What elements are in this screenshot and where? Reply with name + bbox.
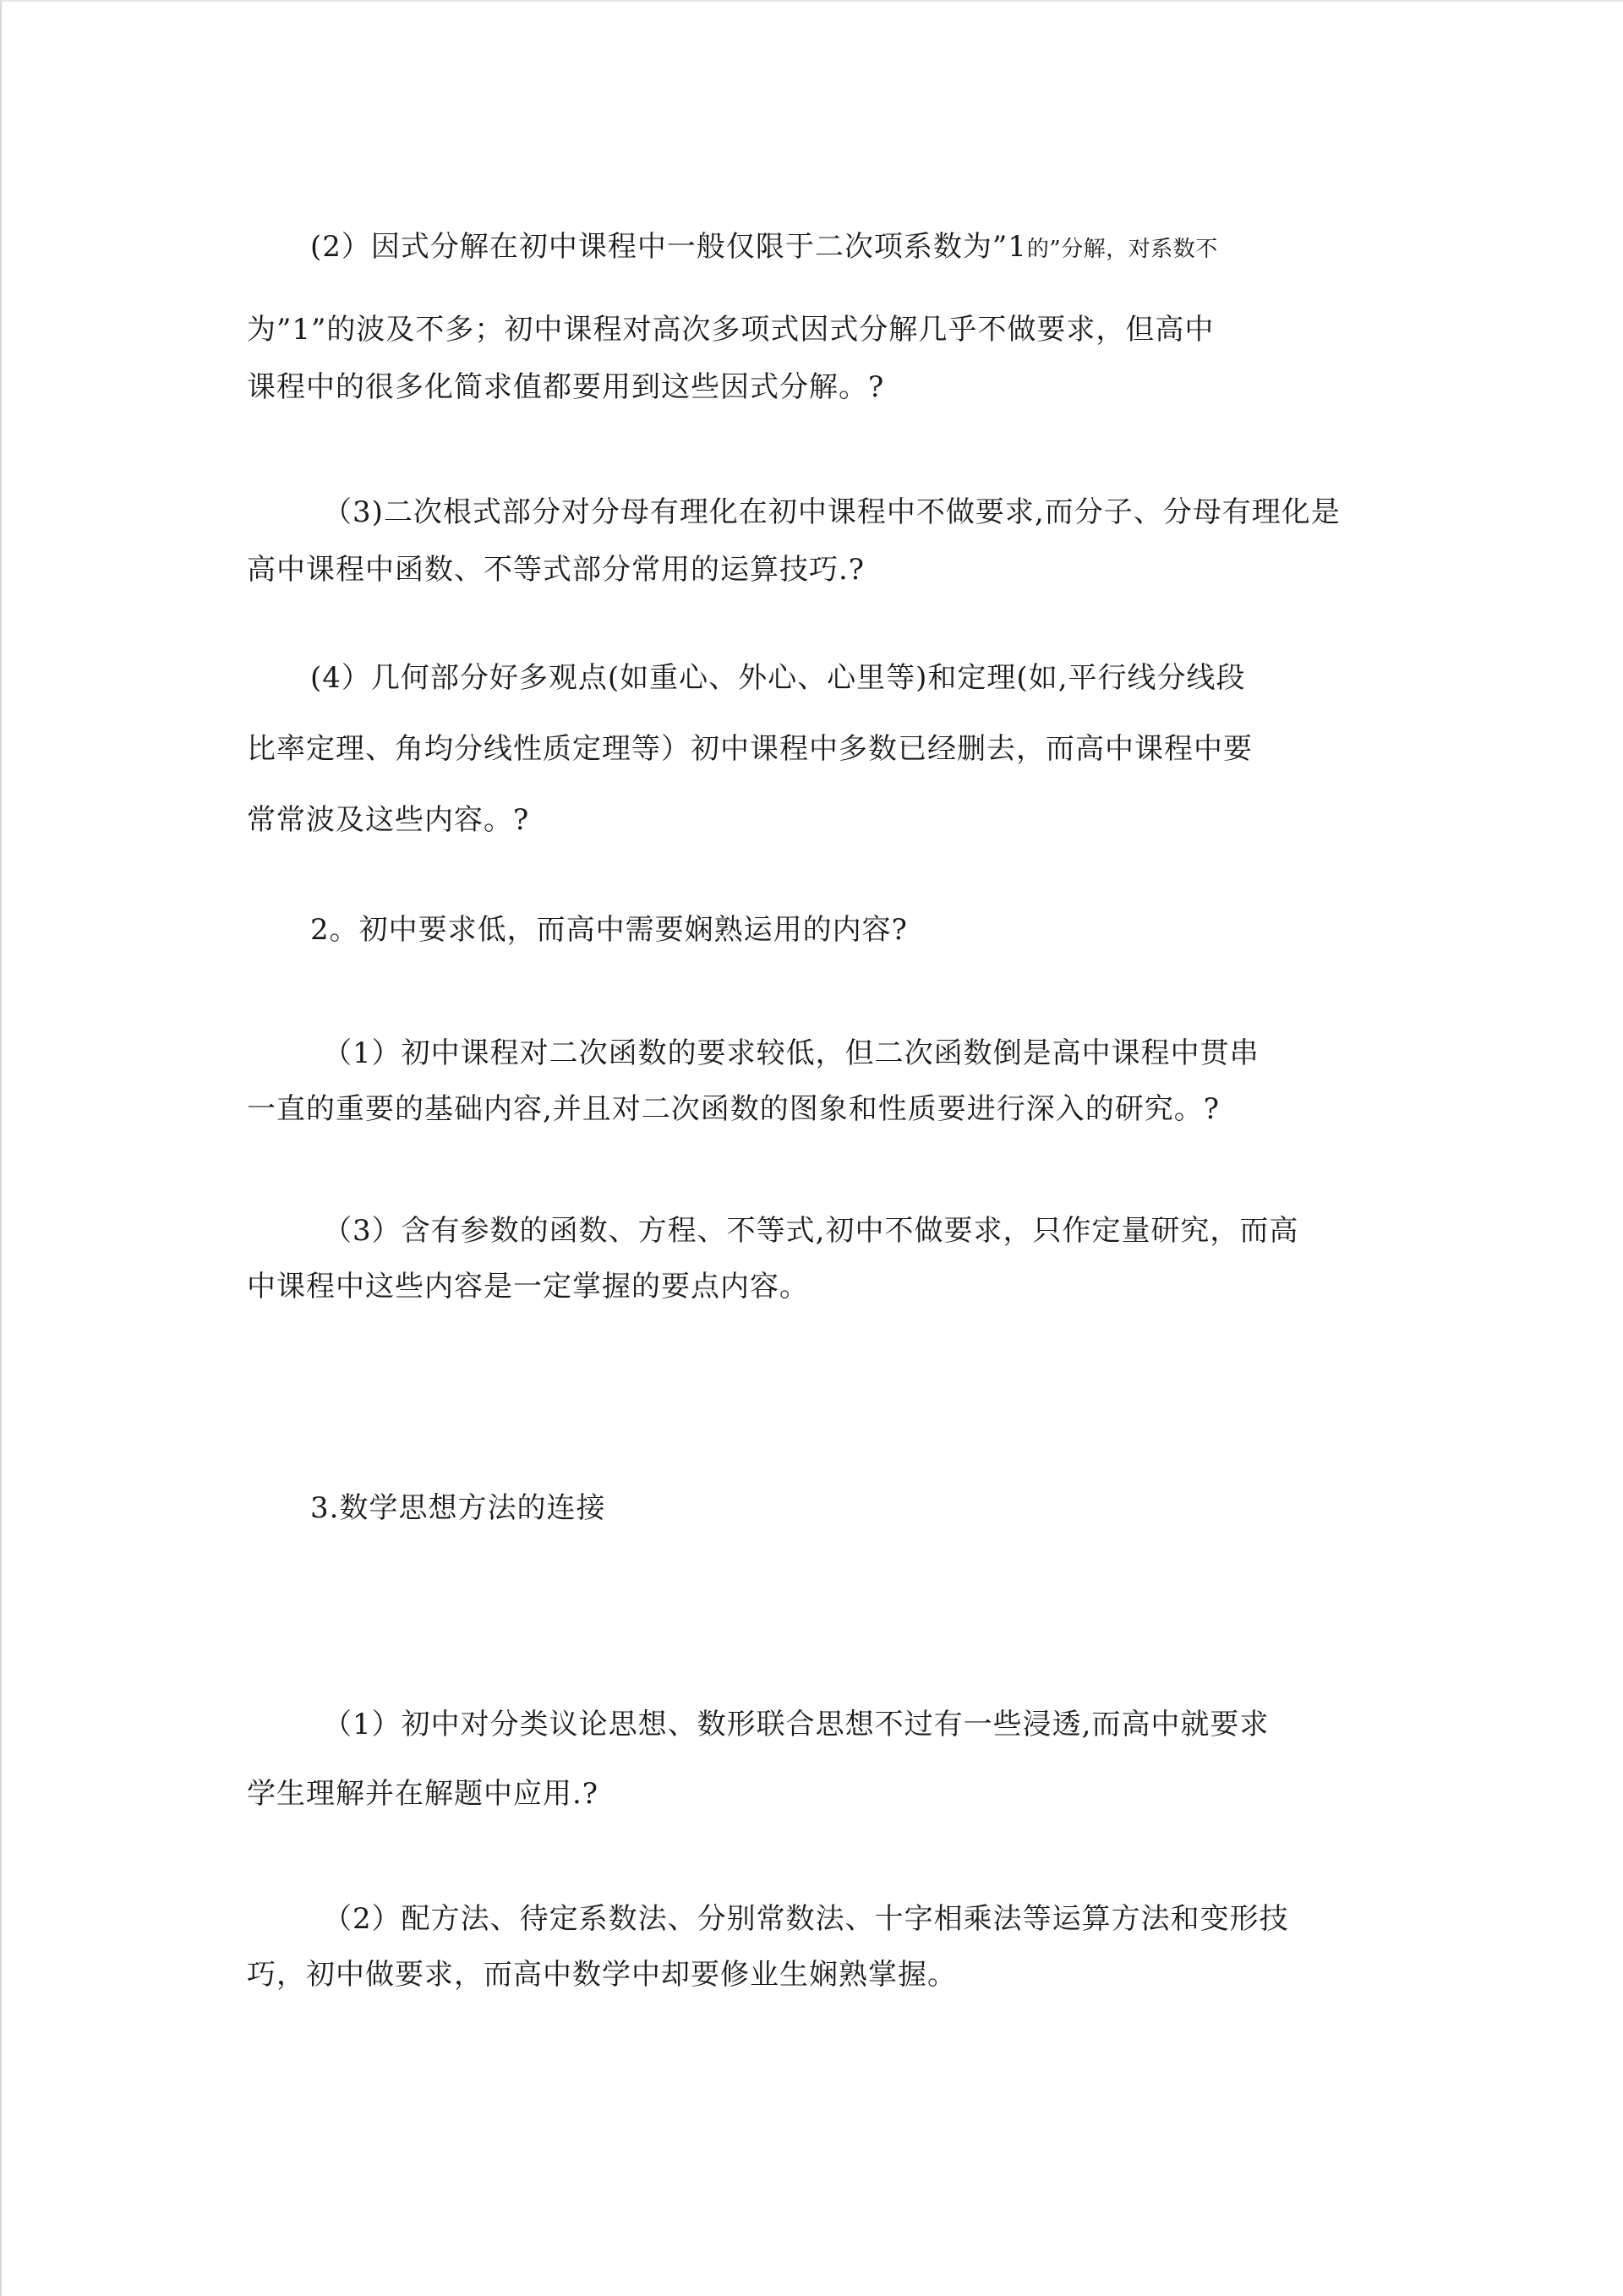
paragraph-line: (4）几何部分好多观点(如重心、外心、心里等)和定理(如,平行线分线段 <box>310 661 1246 695</box>
paragraph-line: 学生理解并在解题中应用.? <box>247 1777 599 1811</box>
paragraph-line: 比率定理、角均分线性质定理等）初中课程中多数已经删去，而高中课程中要 <box>247 732 1253 766</box>
paragraph-line: 为”1”的波及不多；初中课程对高次多项式因式分解几乎不做要求，但高中 <box>247 313 1215 347</box>
paragraph-line: （2）配方法、待定系数法、分别常数法、十字相乘法等运算方法和变形技 <box>323 1902 1289 1936</box>
paragraph-line: 高中课程中函数、不等式部分常用的运算技巧.? <box>247 553 866 587</box>
text-run-small: 的”分解，对系数不 <box>1026 237 1218 262</box>
paragraph-line: （1）初中课程对二次函数的要求较低，但二次函数倒是高中课程中贯串 <box>323 1036 1260 1070</box>
paragraph-line: （1）初中对分类议论思想、数形联合思想不过有一些浸透,而高中就要求 <box>323 1708 1270 1741</box>
paragraph-line: 课程中的很多化简求值都要用到这些因式分解。? <box>247 370 885 404</box>
paragraph-line: （3）含有参数的函数、方程、不等式,初中不做要求，只作定量研究，而高 <box>323 1214 1299 1248</box>
paragraph-line: 中课程中这些内容是一定掌握的要点内容。 <box>247 1270 809 1304</box>
section-heading: 3.数学思想方法的连接 <box>310 1491 606 1525</box>
section-heading: 2。初中要求低，而高中需要娴熟运用的内容? <box>310 913 908 947</box>
paragraph-line: （3)二次根式部分对分母有理化在初中课程中不做要求,而分子、分母有理化是 <box>323 495 1341 529</box>
paragraph-line: 巧，初中做要求，而高中数学中却要修业生娴熟掌握。 <box>247 1958 957 1992</box>
paragraph-line: 一直的重要的基础内容,并且对二次函数的图象和性质要进行深入的研究。? <box>247 1092 1221 1126</box>
text-run: (2）因式分解在初中课程中一般仅限于二次项系数为”1 <box>310 230 1027 264</box>
paragraph-line <box>310 228 1218 268</box>
paragraph-line: 常常波及这些内容。? <box>247 803 530 837</box>
